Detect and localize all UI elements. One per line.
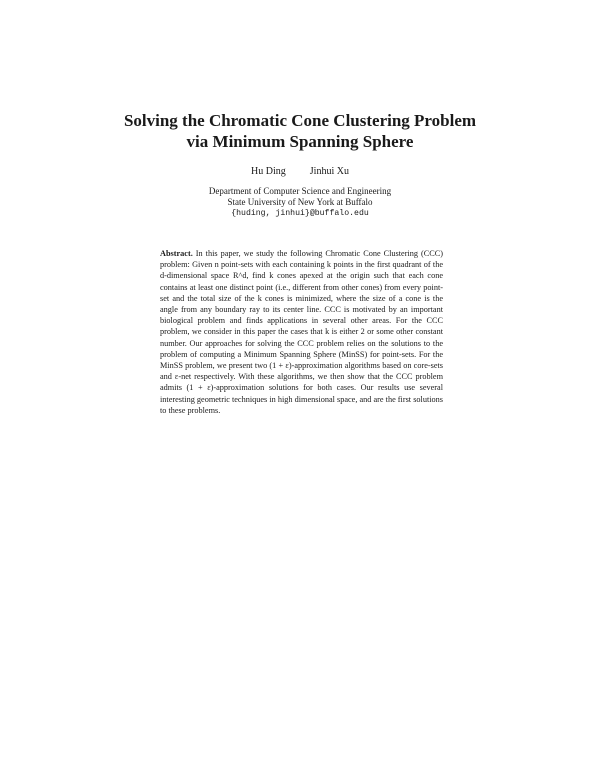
affiliation-university: State University of New York at Buffalo xyxy=(227,197,373,207)
author-name: Jinhui Xu xyxy=(309,166,349,177)
abstract-body: In this paper, we study the following Chromatic Cone Clustering (CCC) problem: Given n point-sets with each containing k points in the first quadrant of the d-dimensional space R^d, find k cones apexed at the origin such that each cone contains at least one distinct point (i.e., different from other cones) from every point-set and the total size of the k cones is minimized, where the size of a cone is the angle from any boundary ray to its center line. CCC is motivated by an important biological problem and finds applications in several other areas. For the CCC problem, we consider in this paper the cases that k is either 2 or some other constant number. Our approaches for solving the CCC problem relies on the solutions to the problem of computing a Minimum Spanning Sphere (MinSS) for point-sets. For the MinSS problem, we present two (1 + ε)-approximation algorithms based on core-sets and ε-net respectively. With these algorithms, we then show that the CCC problem admits (1 + ε)-approximation solutions for both cases. Our results use several interesting geometric techniques in high dimensional space, and are the first solutions to these problems. xyxy=(160,249,443,415)
abstract xyxy=(160,248,443,416)
author-email: {huding, jinhui}@buffalo.edu xyxy=(231,209,369,218)
title-line-2: via Minimum Spanning Sphere xyxy=(186,132,414,151)
title-line-1: Solving the Chromatic Cone Clustering Problem xyxy=(123,111,477,130)
affiliation xyxy=(100,186,500,219)
abstract-label: Abstract. xyxy=(160,249,193,258)
paper-title xyxy=(60,110,540,152)
affiliation-department: Department of Computer Science and Engineering xyxy=(208,186,392,196)
author-name: Hu Ding xyxy=(251,166,286,177)
author-list xyxy=(100,166,500,177)
